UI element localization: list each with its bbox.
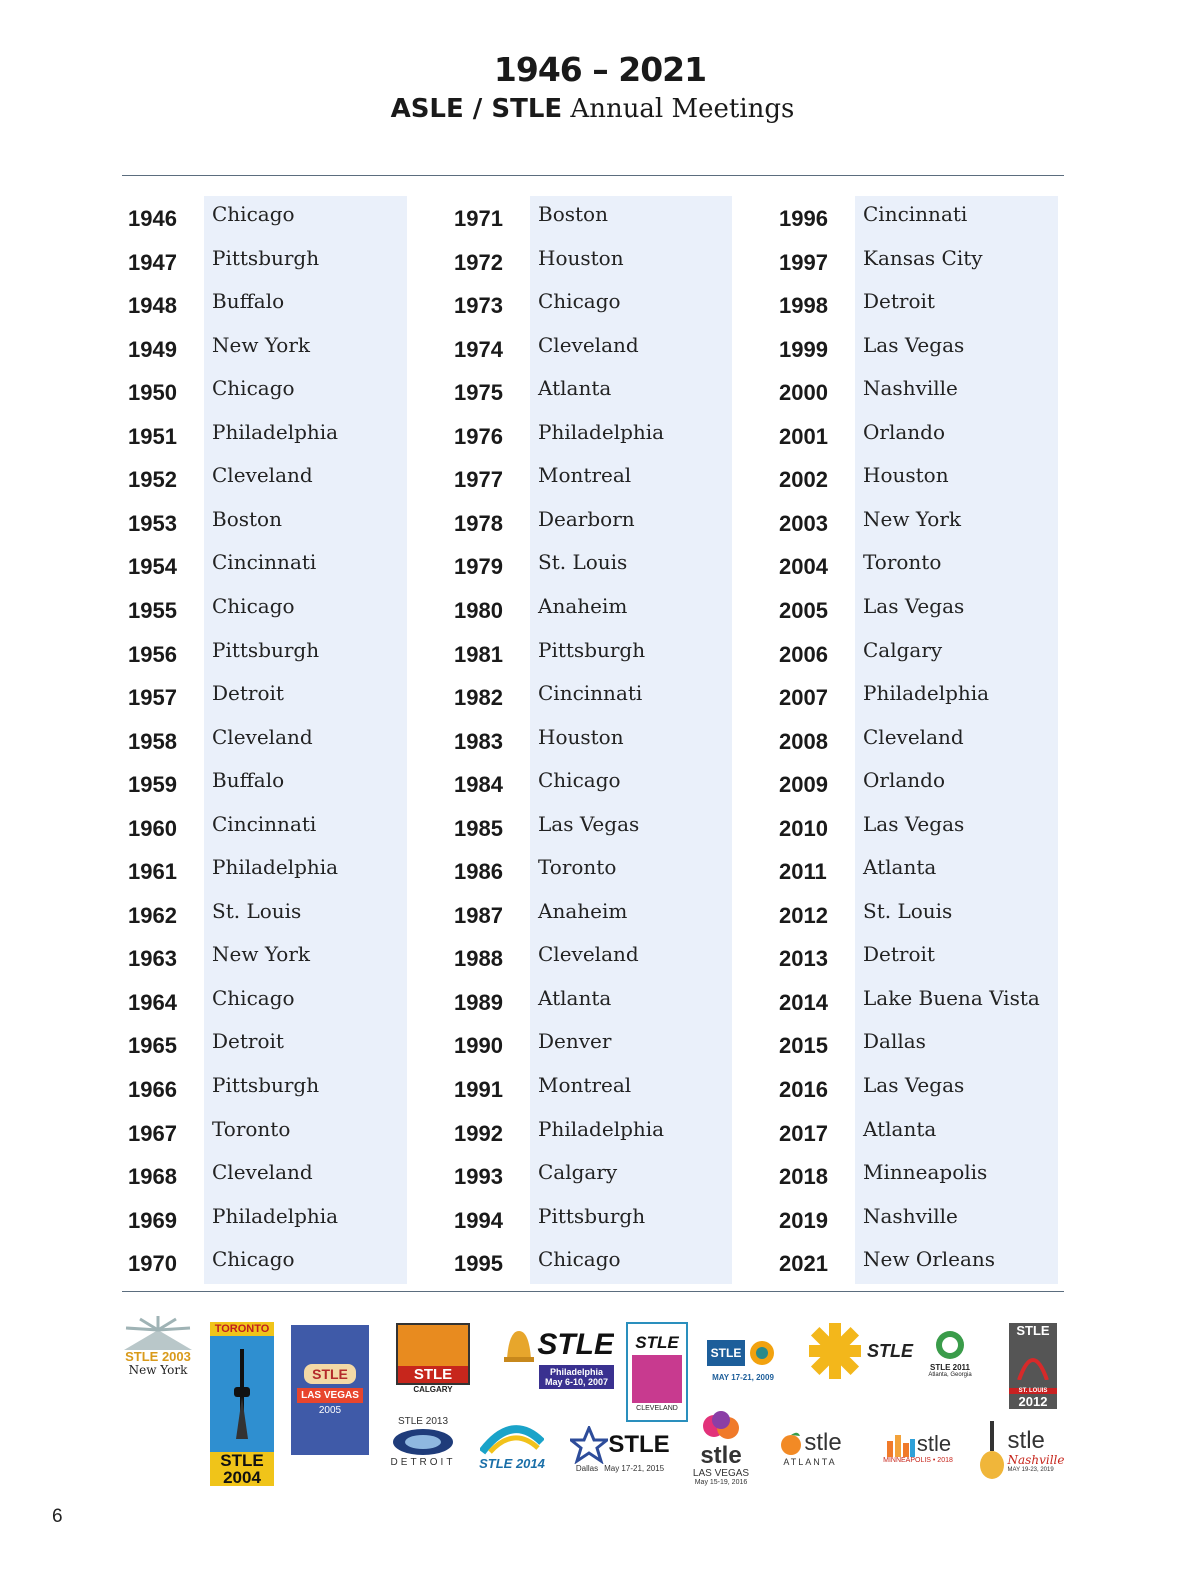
meeting-city: Calgary [863,637,943,662]
gateway-arch-icon [1013,1346,1053,1380]
stle-2004-toronto-logo [210,1322,274,1486]
logo-text: 2005 [318,1405,342,1416]
table-row [0,895,1200,939]
meeting-year: 1972 [454,249,503,275]
table-row [0,372,1200,416]
meeting-city: Houston [863,463,949,488]
star-icon [570,1426,608,1464]
meeting-year: 1957 [128,685,177,711]
meeting-year: 2011 [779,859,827,885]
meeting-year: 1980 [454,597,503,623]
stle-2006-calgary-logo [386,1320,480,1396]
meeting-year: 1984 [454,772,503,798]
meeting-city: Pittsburgh [212,1073,320,1097]
meeting-city: Cleveland [212,724,313,749]
meeting-city: Denver [538,1029,612,1054]
subtitle-text: Annual Meetings [562,94,795,124]
table-row [0,982,1200,1026]
meeting-year: 1969 [128,1207,177,1233]
meeting-city: Chicago [212,1247,295,1272]
logo-text: Philadelphia [549,1367,603,1377]
meeting-city: Pittsburgh [538,1203,646,1228]
peach-icon [778,1430,804,1456]
meeting-year: 1950 [128,380,177,406]
logo-text: CLEVELAND [636,1404,678,1412]
page-title: 1946 – 2021 [493,50,707,89]
logo-text: CALGARY [413,1384,453,1394]
table-row [0,198,1200,242]
table-row [0,808,1200,852]
page-subtitle [0,94,1185,124]
stle-2015-dallas-logo [562,1420,678,1478]
meeting-year: 1990 [454,1033,503,1059]
meeting-year: 1966 [128,1077,177,1102]
meeting-city: Calgary [538,1160,618,1185]
meeting-year: 1989 [454,989,503,1015]
table-row [0,416,1200,460]
meeting-city: Detroit [863,289,935,314]
table-row [0,1025,1200,1069]
logo-text: Dallas [575,1463,599,1473]
logo-text: stle [700,1442,742,1469]
meeting-year: 1992 [454,1120,503,1146]
meeting-year: 1948 [128,293,177,319]
meeting-city: Toronto [212,1116,291,1141]
meeting-city: Atlanta [863,855,937,880]
meeting-city: Detroit [212,681,284,706]
meeting-year: 1979 [454,554,503,580]
logo-text: STLE [537,1328,614,1361]
meeting-city: Montreal [538,463,632,488]
meeting-year: 1965 [128,1033,177,1059]
meeting-year: 1963 [128,946,177,972]
meeting-city: Cincinnati [863,202,968,226]
meeting-city: Detroit [863,942,935,967]
meeting-city: Buffalo [212,289,285,314]
meeting-city: Chicago [538,289,621,314]
logo-text: May 15-19, 2016 [694,1479,748,1486]
meeting-year: 1978 [454,510,503,536]
meeting-city: Dallas [863,1029,926,1054]
meeting-city: Philadelphia [212,419,339,444]
meeting-year: 1993 [454,1164,503,1190]
logo-text: DETROIT [390,1457,456,1468]
meeting-year: 1960 [128,815,177,841]
meeting-city: Las Vegas [863,332,965,357]
table-row [0,285,1200,329]
sunburst-icon [809,1323,861,1379]
table-row [0,1200,1200,1244]
meeting-year: 1991 [454,1077,503,1102]
meeting-city: Las Vegas [863,1073,965,1097]
meeting-city: Philadelphia [212,1203,339,1228]
meeting-city: Chicago [538,1247,621,1272]
table-row [0,938,1200,982]
stle-2016-las-vegas-logo [684,1402,758,1494]
stle-2017-atlanta-logo [768,1422,852,1474]
meeting-city: St. Louis [212,898,302,923]
meeting-year: 2018 [779,1164,828,1190]
logo-text: LAS VEGAS [692,1468,750,1479]
logo-text: STLE 2011 [929,1362,971,1372]
meeting-year: 2019 [779,1207,828,1233]
flower-icon [698,1410,744,1444]
meeting-city: Cincinnati [212,550,317,575]
meeting-city: Orlando [863,768,946,793]
meeting-year: 1986 [454,859,503,885]
meeting-year: 1977 [454,467,503,493]
table-row [0,677,1200,721]
stle-2014-logo [474,1416,550,1476]
meeting-city: Detroit [212,1029,284,1054]
top-divider [122,175,1064,176]
logo-text: TORONTO [210,1322,274,1336]
subtitle-org: ASLE / STLE [390,94,563,124]
stle-2005-las-vegas-logo [291,1325,369,1455]
meeting-year: 1998 [779,293,828,319]
meeting-year: 2001 [779,423,828,449]
meeting-city: Lake Buena Vista [863,985,1040,1010]
meeting-city: Buffalo [212,768,285,793]
logo-text: stle [804,1429,842,1456]
meeting-year: 1956 [128,641,177,667]
meeting-year: 2002 [779,467,828,493]
table-row [0,1113,1200,1157]
meeting-year: 1958 [128,728,177,754]
page-number: 6 [52,1506,63,1527]
meeting-year: 1951 [128,423,177,449]
stle-2007-philadelphia-logo [496,1321,614,1393]
logo-text: STLE 2003 [125,1348,191,1364]
table-row [0,1156,1200,1200]
meeting-year: 2004 [779,554,828,580]
meeting-city: Nashville [863,376,958,401]
table-row [0,459,1200,503]
meeting-city: Cleveland [212,1160,313,1185]
meeting-year: 2014 [779,989,828,1015]
logo-text: STLE 2014 [479,1455,545,1471]
swirl-icon [480,1422,544,1456]
logo-text: MAY 19-23, 2019 [1007,1467,1054,1473]
statue-of-liberty-crown-icon [118,1316,198,1350]
meeting-city: New Orleans [863,1247,996,1272]
meeting-year: 1994 [454,1207,503,1233]
logo-text: STLE [304,1364,356,1384]
meeting-city: Chicago [212,593,295,618]
logo-text: 2004 [223,1468,261,1486]
meeting-city: St. Louis [538,550,628,575]
meeting-year: 1987 [454,902,503,928]
wave-ring-icon [391,1427,455,1457]
logo-text: May 6-10, 2007 [544,1377,608,1387]
meeting-year: 1970 [128,1251,177,1277]
logo-text: MINNEAPOLIS • 2018 [883,1456,953,1464]
meeting-year: 2003 [779,510,828,536]
meeting-city: Pittsburgh [212,637,320,662]
logo-text: May 17-21, 2015 [604,1463,665,1473]
table-row [0,764,1200,808]
meeting-city: Montreal [538,1073,632,1097]
skyline-icon [885,1431,917,1457]
meeting-city: Philadelphia [538,419,665,444]
stle-2010-las-vegas-logo [802,1320,920,1382]
bottom-divider [122,1291,1064,1292]
meeting-city: Houston [538,724,624,749]
logo-text: 2012 [1009,1394,1057,1409]
logo-text: STLE [220,1451,264,1470]
meeting-logos [118,1298,1068,1498]
meeting-year: 1976 [454,423,503,449]
meeting-year: 1946 [128,206,177,231]
logo-text: stle [1007,1427,1045,1454]
meeting-year: 1949 [128,336,177,362]
stle-2019-nashville-logo [976,1414,1066,1488]
meeting-city: Atlanta [863,1116,937,1141]
meeting-city: Atlanta [538,985,612,1010]
meeting-city: Las Vegas [538,811,640,836]
meeting-city: Las Vegas [863,593,965,618]
meeting-year: 1983 [454,728,503,754]
stle-2008-cleveland-logo [626,1322,688,1422]
logo-text: STLE [635,1332,679,1352]
table-row [0,634,1200,678]
meeting-year: 2000 [779,380,828,406]
meeting-year: 1997 [779,249,828,275]
logo-text: stle [916,1430,952,1456]
meeting-year: 1959 [128,772,177,798]
meeting-year: 1964 [128,989,177,1015]
stle-2018-minneapolis-logo [870,1422,966,1472]
meeting-year: 1982 [454,685,503,711]
logo-text: STLE [398,1366,468,1383]
meeting-year: 1952 [128,467,177,493]
stle-2011-atlanta-logo [918,1318,982,1382]
meeting-year: 1985 [454,815,503,841]
meeting-year: 2012 [779,902,828,928]
meeting-city: Las Vegas [863,811,965,836]
meeting-city: Atlanta [538,376,612,401]
meeting-year: 2007 [779,685,828,711]
logo-text: ST. LOUIS [1018,1388,1048,1394]
meeting-city: Philadelphia [538,1116,665,1141]
meeting-city: Houston [538,245,624,270]
meeting-city: Anaheim [538,593,628,618]
logo-text: LAS VEGAS [297,1388,363,1403]
meeting-year: 1961 [128,859,177,885]
meeting-year: 2010 [779,815,828,841]
stle-2009-orlando-logo [693,1316,793,1398]
meeting-year: 2008 [779,728,828,754]
meeting-city: Chicago [212,202,295,226]
meeting-city: Minneapolis [863,1160,988,1185]
meeting-city: Cleveland [538,332,639,357]
meeting-city: Pittsburgh [212,245,320,270]
logo-text: STLE [866,1340,913,1361]
stle-2012-st-louis-logo [1009,1323,1057,1409]
meeting-city: Toronto [863,550,942,575]
meeting-city: St. Louis [863,898,953,923]
logo-text: STLE [1016,1323,1050,1338]
meeting-year: 2005 [779,597,828,623]
logo-text: ATLANTA [783,1457,837,1467]
meeting-year: 2017 [779,1120,828,1146]
meeting-city: Chicago [538,768,621,793]
logo-text: STLE [707,1340,746,1366]
meeting-year: 1974 [454,336,503,362]
table-row [0,242,1200,286]
meeting-city: New York [863,506,961,531]
peach-icon [930,1323,970,1363]
table-row [0,721,1200,765]
logo-text: New York [128,1362,188,1377]
meeting-year: 2006 [779,641,828,667]
logo-text: Nashville [1007,1453,1065,1467]
meeting-city: Orlando [863,419,946,444]
logo-text: STLE [608,1430,670,1458]
meeting-year: 1975 [454,380,503,406]
logo-text: Atlanta, Georgia [928,1371,972,1378]
meeting-year: 1996 [779,206,828,231]
meeting-city: Dearborn [538,506,635,531]
meeting-year: 1954 [128,554,177,580]
stle-2003-new-york-logo [118,1306,198,1386]
logo-text: MAY 17-21, 2009 [712,1372,774,1382]
table-row [0,851,1200,895]
meeting-year: 1962 [128,902,177,928]
sun-icon [745,1333,779,1373]
meeting-city: Cleveland [212,463,313,488]
guitar-icon [978,1421,1006,1481]
meeting-year: 1988 [454,946,503,972]
meeting-year: 1968 [128,1164,177,1190]
meeting-year: 1955 [128,597,177,623]
meeting-year: 2016 [779,1077,828,1102]
meeting-city: Chicago [212,985,295,1010]
table-row [0,1069,1200,1113]
meeting-year: 1953 [128,510,177,536]
meeting-city: Philadelphia [212,855,339,880]
meeting-year: 1967 [128,1120,177,1146]
meeting-city: Nashville [863,1203,958,1228]
meeting-year: 1981 [454,641,503,667]
meeting-year: 1995 [454,1251,503,1277]
liberty-bell-icon [501,1325,537,1365]
table-row [0,590,1200,634]
meeting-city: Cincinnati [212,811,317,836]
meeting-city: New York [212,942,310,967]
meeting-city: Chicago [212,376,295,401]
meeting-city: New York [212,332,310,357]
meeting-city: Cleveland [863,724,964,749]
meeting-year: 1999 [779,336,828,362]
meeting-city: Boston [212,506,282,531]
meeting-city: Boston [538,202,608,226]
meeting-city: Philadelphia [863,681,990,706]
meeting-city: Cincinnati [538,681,643,706]
table-row [0,503,1200,547]
table-row [0,546,1200,590]
meeting-city: Kansas City [863,245,983,270]
meeting-year: 1971 [454,206,503,231]
meeting-city: Anaheim [538,898,628,923]
meeting-year: 1947 [128,249,177,275]
meeting-year: 2021 [779,1251,828,1277]
meeting-year: 2013 [779,946,828,972]
logo-text: STLE 2013 [397,1416,449,1427]
stle-2013-detroit-logo [386,1410,460,1474]
meeting-city: Toronto [538,855,617,880]
meeting-city: Cleveland [538,942,639,967]
meeting-city: Pittsburgh [538,637,646,662]
cn-tower-icon [222,1349,262,1439]
table-row [0,1243,1200,1287]
meeting-year: 2015 [779,1033,828,1059]
table-row [0,329,1200,373]
meeting-year: 2009 [779,772,828,798]
meeting-year: 1973 [454,293,503,319]
